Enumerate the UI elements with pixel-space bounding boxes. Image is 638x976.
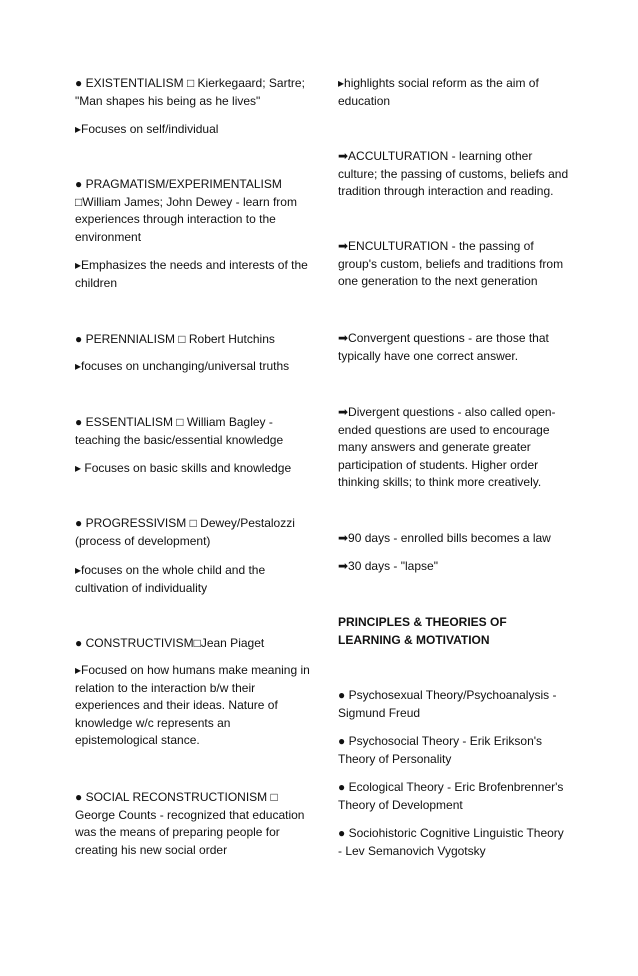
ecological-theory-entry: ● Ecological Theory - Eric Brofenbrenner's Theory of Development bbox=[338, 780, 564, 812]
pragmatism-focus: ▸Emphasizes the needs and interests of the children bbox=[75, 258, 308, 290]
constructivism-entry: ● CONSTRUCTIVISM□Jean Piaget bbox=[75, 636, 265, 650]
acculturation-entry: ➡ACCULTURATION - learning other culture; the passing of customs, beliefs and tradition through interaction and reading. bbox=[338, 149, 569, 198]
social-reform-aim: ▸highlights social reform as the aim of education bbox=[338, 76, 539, 108]
sociohistoric-theory-entry: ● Sociohistoric Cognitive Linguistic Theory - Lev Semanovich Vygotsky bbox=[338, 826, 564, 858]
essentialism-focus: ▸ Focuses on basic skills and knowledge bbox=[75, 461, 292, 475]
perennialism-entry: ● PERENNIALISM □ Robert Hutchins bbox=[75, 332, 275, 346]
divergent-questions-entry: ➡Divergent questions - also called open-ended questions are used to encourage many answers and generate greater participation of students. Higher order thinking skills; to think more creatively. bbox=[338, 405, 556, 489]
principles-heading: PRINCIPLES & THEORIES OF LEARNING & MOTIVATION bbox=[338, 615, 507, 647]
existentialism-entry: ● EXISTENTIALISM □ Kierkegaard; Sartre; "Man shapes his being as he lives" bbox=[75, 76, 305, 108]
essentialism-entry: ● ESSENTIALISM □ William Bagley - teaching the basic/essential knowledge bbox=[75, 415, 284, 447]
ninety-days-entry: ➡90 days - enrolled bills becomes a law bbox=[338, 531, 551, 545]
convergent-questions-entry: ➡Convergent questions - are those that typically have one correct answer. bbox=[338, 331, 549, 363]
constructivism-focus: ▸Focused on how humans make meaning in relation to the interaction b/w their experiences and their ideas. Nature of knowledge w/c represents an epistemological stance. bbox=[75, 663, 310, 747]
perennialism-focus: ▸focuses on unchanging/universal truths bbox=[75, 359, 290, 373]
progressivism-entry: ● PROGRESSIVISM □ Dewey/Pestalozzi (process of development) bbox=[75, 516, 295, 548]
thirty-days-entry: ➡30 days - "lapse" bbox=[338, 559, 438, 573]
existentialism-focus: ▸Focuses on self/individual bbox=[75, 122, 219, 136]
psychosexual-theory-entry: ● Psychosexual Theory/Psychoanalysis - Sigmund Freud bbox=[338, 688, 557, 720]
social-reconstructionism-entry: ● SOCIAL RECONSTRUCTIONISM □ George Counts - recognized that education was the means of preparing people for creating his new social order bbox=[75, 790, 305, 857]
pragmatism-entry: ● PRAGMATISM/EXPERIMENTALISM □William James; John Dewey - learn from experiences through interaction to the environment bbox=[75, 177, 297, 244]
progressivism-focus: ▸focuses on the whole child and the cultivation of individuality bbox=[75, 563, 266, 595]
psychosocial-theory-entry: ● Psychosocial Theory - Erik Erikson's Theory of Personality bbox=[338, 734, 543, 766]
enculturation-entry: ➡ENCULTURATION - the passing of group's custom, beliefs and traditions from one generation to the next generation bbox=[338, 239, 564, 288]
